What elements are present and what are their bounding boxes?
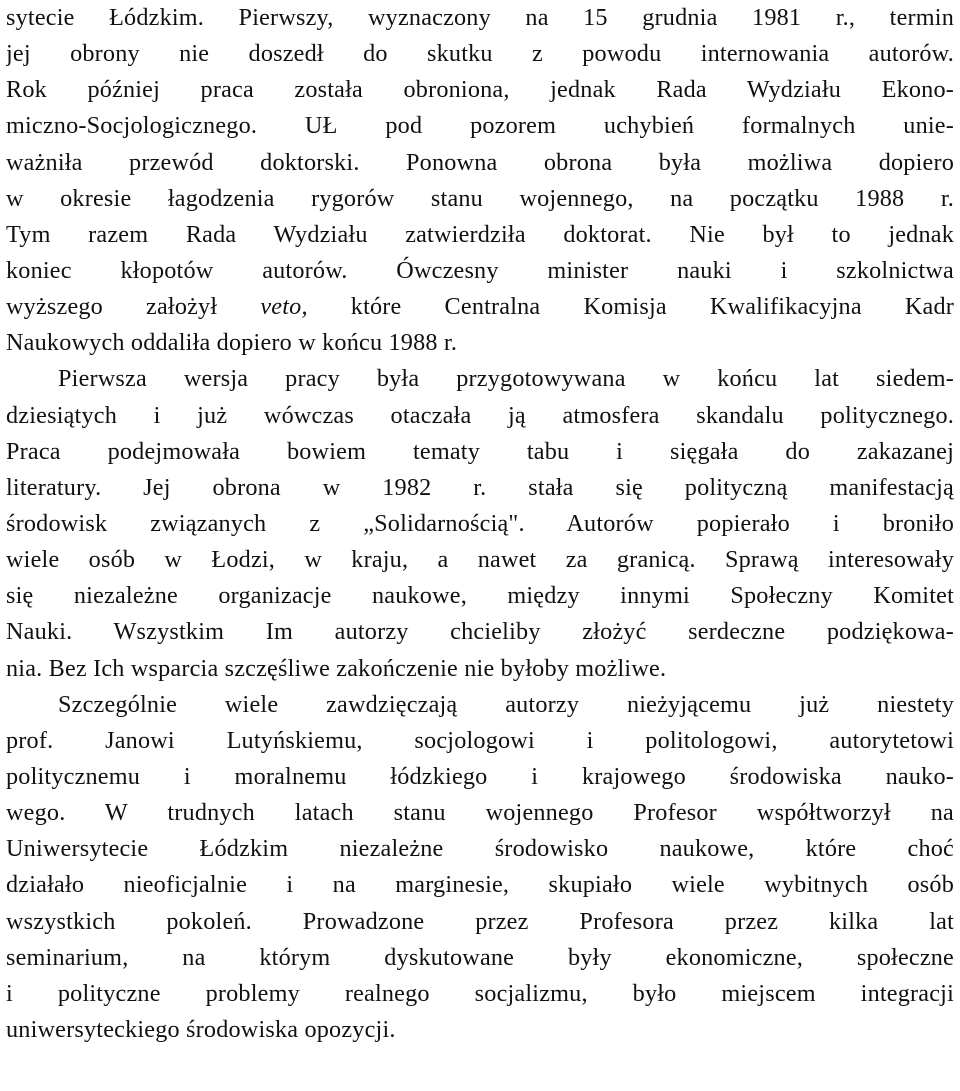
text-line: wego. W trudnych latach stanu wojennego Profesor współtworzył na [6, 799, 954, 827]
text-line: i polityczne problemy realnego socjalizmu, było miejscem integracji [6, 979, 954, 1007]
text-line: Uniwersytecie Łódzkim niezależne środowisko naukowe, które choć [6, 835, 954, 863]
text-line: prof. Janowi Lutyńskiemu, socjologowi i politologowi, autorytetowi [6, 726, 954, 754]
text-line: nia. Bez Ich wsparcia szczęśliwe zakończenie nie byłoby możliwe. [6, 654, 667, 682]
text-line: dziesiątych i już wówczas otaczała ją atmosfera skandalu politycznego. [6, 401, 954, 429]
text-line-with-italic [6, 289, 954, 325]
text-segment: które Centralna Komisja Kwalifikacyjna Kadr [307, 293, 954, 321]
italic-word: veto, [260, 293, 308, 321]
text-line: Szczególnie wiele zawdzięczają autorzy nieżyjącemu już niestety [58, 690, 954, 718]
text-line: seminarium, na którym dyskutowane były ekonomiczne, społeczne [6, 943, 954, 971]
text-line: Nauki. Wszystkim Im autorzy chcieliby złożyć serdeczne podziękowa- [6, 618, 954, 646]
text-line: Naukowych oddaliła dopiero w końcu 1988 r. [6, 329, 458, 357]
text-line: sytecie Łódzkim. Pierwszy, wyznaczony na 15 grudnia 1981 r., termin [6, 4, 954, 31]
text-line: w okresie łagodzenia rygorów stanu wojennego, na początku 1988 r. [6, 184, 954, 212]
text-line: wszystkich pokoleń. Prowadzone przez Profesora przez kilka lat [6, 907, 954, 935]
document-page [6, 0, 954, 1048]
text-line: Rok później praca została obroniona, jednak Rada Wydziału Ekono- [6, 76, 954, 104]
text-line: wiele osób w Łodzi, w kraju, a nawet za granicą. Sprawą interesowały [6, 546, 954, 574]
text-line: miczno-Socjologicznego. UŁ pod pozorem uchybień formalnych unie- [6, 112, 954, 140]
text-line: Tym razem Rada Wydziału zatwierdziła doktorat. Nie był to jednak [6, 220, 954, 248]
paragraph-3 [6, 687, 954, 1048]
text-line: Pierwsza wersja pracy była przygotowywana w końcu lat siedem- [58, 365, 954, 393]
text-line: działało nieoficjalnie i na marginesie, skupiało wiele wybitnych osób [6, 871, 954, 899]
text-line: ważniła przewód doktorski. Ponowna obrona była możliwa dopiero [6, 148, 954, 176]
text-line: politycznemu i moralnemu łódzkiego i krajowego środowiska nauko- [6, 762, 954, 790]
text-line: uniwersyteckiego środowiska opozycji. [6, 1015, 396, 1043]
text-segment: wyższego założył [6, 293, 261, 321]
text-line: się niezależne organizacje naukowe, między innymi Społeczny Komitet [6, 582, 954, 610]
text-line: koniec kłopotów autorów. Ówczesny minister nauki i szkolnictwa [6, 256, 954, 284]
text-line: jej obrony nie doszedł do skutku z powodu internowania autorów. [6, 40, 954, 68]
paragraph-1 [6, 0, 954, 361]
text-line: literatury. Jej obrona w 1982 r. stała się polityczną manifestacją [6, 473, 954, 501]
paragraph-2 [6, 361, 954, 686]
text-line: Praca podejmowała bowiem tematy tabu i sięgała do zakazanej [6, 437, 954, 465]
text-line: środowisk związanych z „Solidarnością". Autorów popierało i broniło [6, 509, 954, 537]
